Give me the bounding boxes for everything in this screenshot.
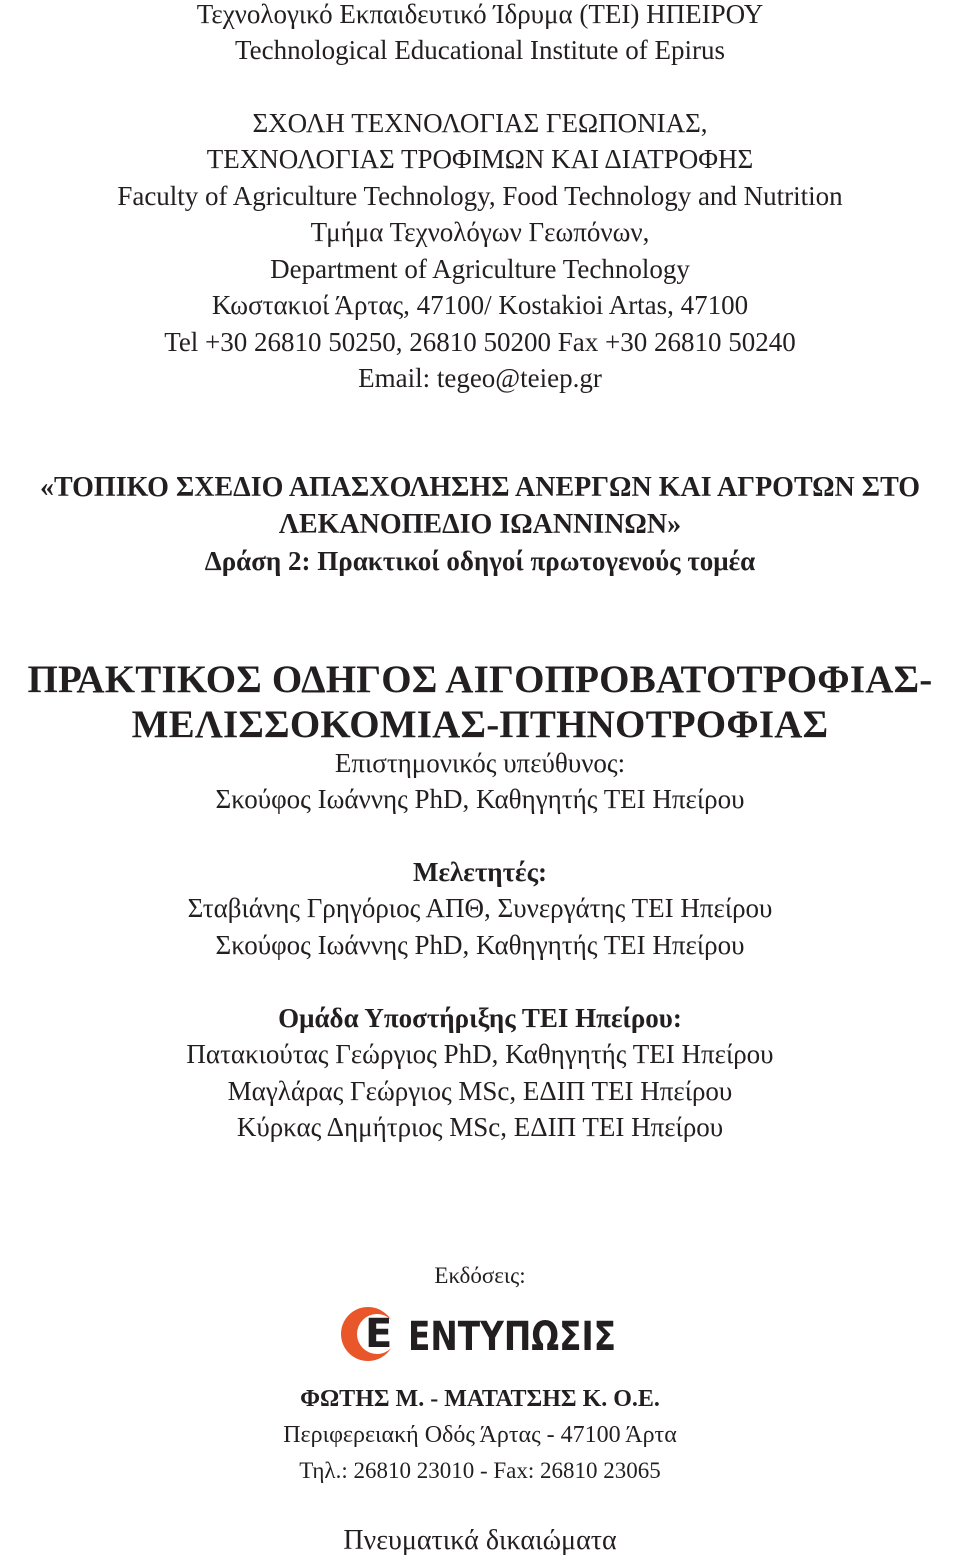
researchers-label: Μελετητές: <box>413 857 547 887</box>
guide-title-line1: ΠΡΑΚΤΙΚΟΣ ΟΔΗΓΟΣ ΑΙΓΟΠΡΟΒΑΤΟΤΡΟΦΙΑΣ- <box>27 658 933 701</box>
support-team-member: Κύρκας Δημήτριος MSc, ΕΔΙΠ ΤΕΙ Ηπείρου <box>236 1112 724 1142</box>
logo-wordmark: ΕΝΤΥΠΩΣΙΣ <box>408 1314 616 1360</box>
faculty-phone-fax: Tel +30 26810 50250, 26810 50200 Fax +30 26810 50240 <box>164 327 796 357</box>
logo-letter: Ε <box>365 1311 393 1357</box>
copyright-heading: Πνευματικά δικαιώματα <box>343 1525 617 1556</box>
program-title-line1: «ΤΟΠΙΚΟ ΣΧΕΔΙΟ ΑΠΑΣΧΟΛΗΣΗΣ ΑΝΕΡΓΩΝ ΚΑΙ ΑΓΡΟΤΩΝ ΣΤΟ <box>39 472 921 503</box>
institute-name-greek: Τεχνολογικό Εκπαιδευτικό Ίδρυμα (ΤΕΙ) ΗΠΕΙΡΟΥ <box>196 0 764 29</box>
publisher-address: Περιφερειακή Οδός Άρτας - 47100 Άρτα <box>283 1422 677 1448</box>
guide-title-line2: ΜΕΛΙΣΣΟΚΟΜΙΑΣ-ΠΤΗΝΟΤΡΟΦΙΑΣ <box>131 703 829 746</box>
support-team-label: Ομάδα Υποστήριξης ΤΕΙ Ηπείρου: <box>278 1003 682 1033</box>
researcher-item: Σταβιάνης Γρηγόριος ΑΠΘ, Συνεργάτης ΤΕΙ Ηπείρου <box>187 893 773 923</box>
support-team-member: Μαγλάρας Γεώργιος MSc, ΕΔΙΠ ΤΕΙ Ηπείρου <box>227 1076 733 1106</box>
department-greek: Τμήμα Τεχνολόγων Γεωπόνων, <box>310 217 650 247</box>
supervisor-name: Σκούφος Ιωάννης PhD, Καθηγητής ΤΕΙ Ηπείρου <box>215 784 745 814</box>
researcher-item: Σκούφος Ιωάννης PhD, Καθηγητής ΤΕΙ Ηπείρου <box>215 930 745 960</box>
publisher-logo <box>338 1303 622 1365</box>
department-english: Department of Agriculture Technology <box>270 254 690 284</box>
program-title-line2: ΛΕΚΑΝΟΠΕΔΙΟ ΙΩΑΝΝΙΝΩΝ» <box>278 509 682 540</box>
program-action: Δράση 2: Πρακτικοί οδηγοί πρωτογενούς τομέα <box>204 546 756 576</box>
publisher-name: ΦΩΤΗΣ Μ. - ΜΑΤΑΤΣΗΣ Κ. Ο.Ε. <box>300 1386 660 1412</box>
publisher-label: Εκδόσεις: <box>434 1263 526 1288</box>
supervisor-label: Επιστημονικός υπεύθυνος: <box>334 748 626 778</box>
faculty-name-greek-line2: ΤΕΧΝΟΛΟΓΙΑΣ ΤΡΟΦΙΜΩΝ ΚΑΙ ΔΙΑΤΡΟΦΗΣ <box>206 144 754 174</box>
support-team-member: Πατακιούτας Γεώργιος PhD, Καθηγητής ΤΕΙ Ηπείρου <box>186 1039 774 1069</box>
faculty-address: Κωστακιοί Άρτας, 47100/ Kostakioi Artas, 47100 <box>211 290 749 320</box>
faculty-name-english: Faculty of Agriculture Technology, Food Technology and Nutrition <box>117 181 843 211</box>
faculty-email: Email: tegeo@teiep.gr <box>358 363 602 393</box>
faculty-name-greek-line1: ΣΧΟΛΗ ΤΕΧΝΟΛΟΓΙΑΣ ΓΕΩΠΟΝΙΑΣ, <box>252 108 708 138</box>
publisher-phone-fax: Τηλ.: 26810 23010 - Fax: 26810 23065 <box>299 1458 661 1483</box>
institute-name-english: Technological Educational Institute of Epirus <box>235 35 725 65</box>
